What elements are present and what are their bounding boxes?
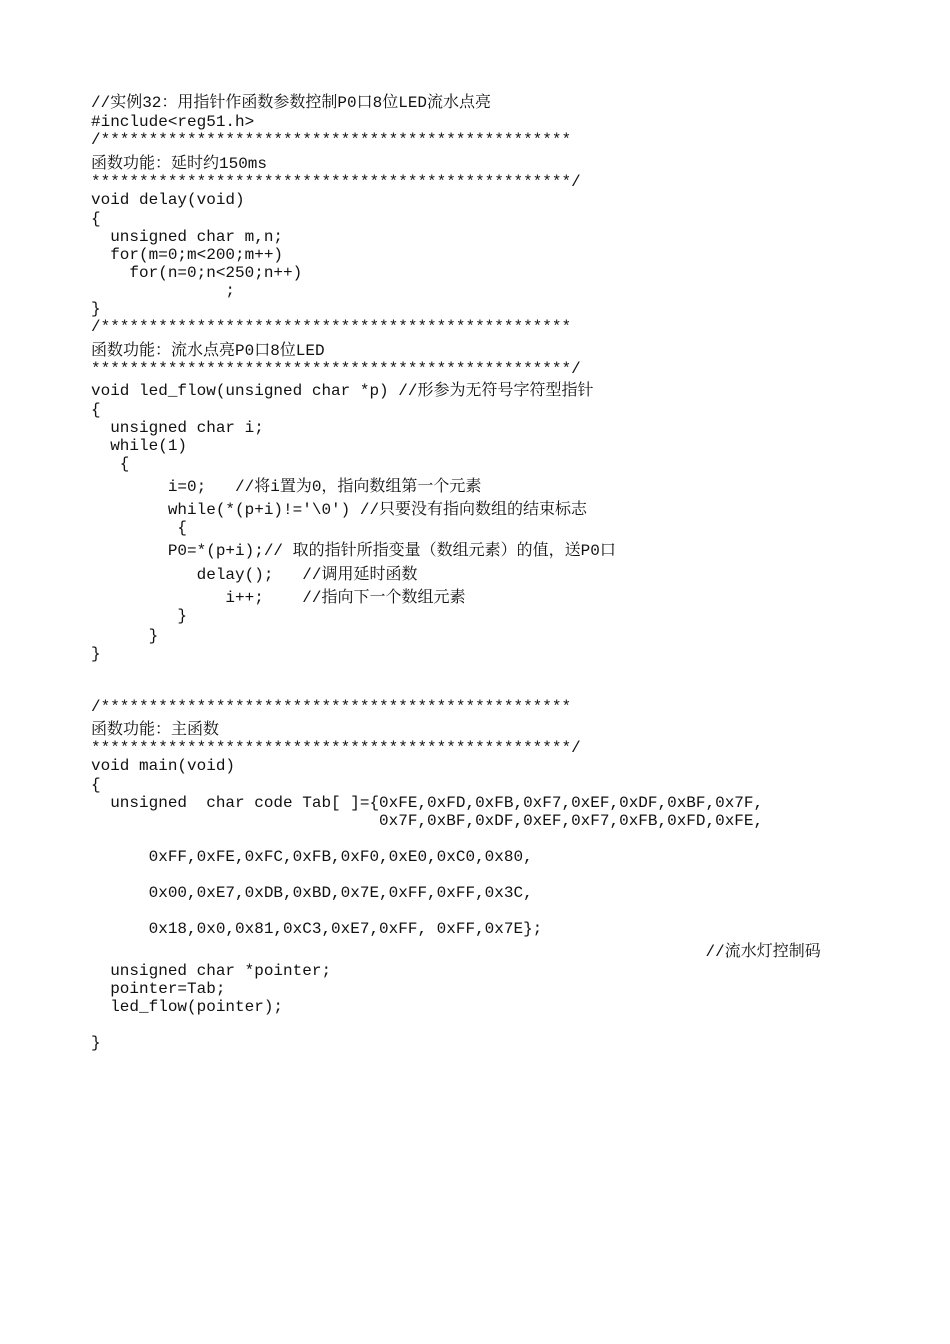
func-desc-delay: 函数功能：延时约150ms (91, 155, 268, 173)
func-desc-led-flow: 函数功能：流水点亮P0口8位LED (91, 342, 325, 360)
code-line: unsigned char m,n; (91, 228, 284, 246)
code-line: } (91, 627, 159, 645)
code-line: } (91, 1034, 101, 1052)
comment-border-bottom: **************************************************/ (91, 173, 581, 191)
tab-array-line: 0x18,0x0,0x81,0xC3,0xE7,0xFF, 0xFF,0x7E}; (91, 920, 543, 938)
func-desc-main: 函数功能：主函数 (91, 721, 220, 739)
code-line: { (91, 776, 101, 794)
main-signature: void main(void) (91, 757, 236, 775)
code-line: while(*(p+i)!='\0') //只要没有指向数组的结束标志 (91, 501, 588, 519)
code-line: for(n=0;n<250;n++) (91, 264, 303, 282)
code-line: { (91, 210, 101, 228)
code-line: delay(); //调用延时函数 (91, 566, 418, 584)
comment-border-top: /************************************************* (91, 698, 572, 716)
comment-border-bottom: **************************************************/ (91, 739, 581, 757)
code-line: i=0; //将i置为0，指向数组第一个元素 (91, 478, 482, 496)
tab-array-line: 0x00,0xE7,0xDB,0xBD,0x7E,0xFF,0xFF,0x3C, (91, 884, 533, 902)
comment-border-top: /************************************************* (91, 131, 572, 149)
include-line: #include<reg51.h> (91, 113, 255, 131)
code-line: { (91, 401, 101, 419)
tab-array-line: 0xFF,0xFE,0xFC,0xFB,0xF0,0xE0,0xC0,0x80, (91, 848, 533, 866)
control-code-comment: //流水灯控制码 (91, 943, 821, 961)
led-flow-signature: void led_flow(unsigned char *p) //形参为无符号字符型指针 (91, 382, 594, 400)
delay-signature: void delay(void) (91, 191, 245, 209)
code-line: for(m=0;m<200;m++) (91, 246, 284, 264)
code-line: unsigned char i; (91, 419, 264, 437)
code-line: while(1) (91, 437, 188, 455)
code-line: unsigned char *pointer; (91, 962, 332, 980)
code-line: led_flow(pointer); (91, 998, 284, 1016)
tab-array-line: 0x7F,0xBF,0xDF,0xEF,0xF7,0xFB,0xFD,0xFE, (91, 812, 764, 830)
code-line: pointer=Tab; (91, 980, 226, 998)
comment-border-top: /************************************************* (91, 318, 572, 336)
code-line: P0=*(p+i);// 取的指针所指变量（数组元素）的值，送P0口 (91, 542, 616, 560)
code-line: { (91, 455, 130, 473)
tab-array-line: unsigned char code Tab[ ]={0xFE,0xFD,0xFB,0xF7,0xEF,0xDF,0xBF,0x7F, (91, 794, 764, 812)
code-line: ; (91, 282, 236, 300)
code-line: { (91, 519, 188, 537)
comment-border-bottom: **************************************************/ (91, 360, 581, 378)
code-line: } (91, 607, 188, 625)
code-line: } (91, 300, 101, 318)
code-line: i++; //指向下一个数组元素 (91, 589, 466, 607)
code-line: } (91, 645, 101, 663)
title-comment: //实例32：用指针作函数参数控制P0口8位LED流水点亮 (91, 94, 492, 112)
